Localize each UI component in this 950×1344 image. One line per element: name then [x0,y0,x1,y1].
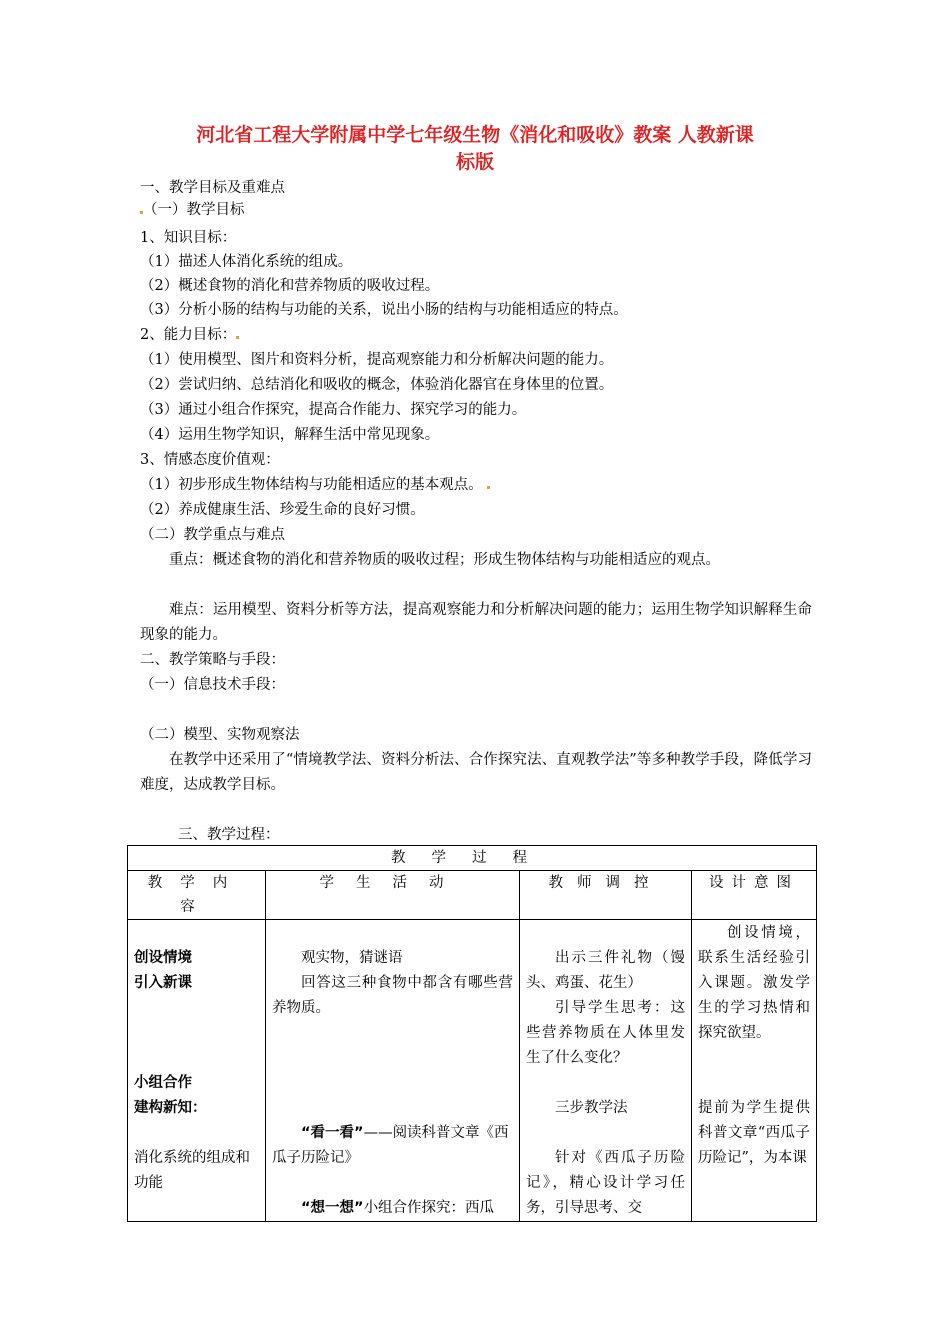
ability-item-2: （2）尝试归纳、总结消化和吸收的概念，体验消化器官在身体里的位置。 [140,377,614,393]
emotion-item-2: （2）养成健康生活、珍爱生命的良好习惯。 [140,502,425,518]
content-line: 引入新课 [134,975,192,991]
header-design-intent: 设计意图 [692,871,817,920]
knowledge-item-2: （2）概述食物的消化和营养物质的吸收过程。 [140,278,440,294]
mark-dot [236,336,239,339]
knowledge-item-1: （1）描述人体消化系统的组成。 [140,254,353,270]
header-content: 教学内容 [128,871,266,920]
section-2-heading: 二、教学策略与手段： [140,652,285,668]
knowledge-heading: 1、知识目标： [140,230,237,246]
table-title: 教学过程 [128,846,817,871]
emotion-item-1: （1）初步形成生物体结构与功能相适应的基本观点。 [140,475,490,495]
model-method-heading: （二）模型、实物观察法 [140,727,300,743]
key-difficulty-heading: （二）教学重点与难点 [140,527,285,543]
difficulty-paragraph: 难点：运用模型、资料分析等方法，提高观察能力和分析解决问题的能力；运用生物学知识解释生命现象的能力。 [140,602,812,643]
section-1-heading: 一、教学目标及重难点 [140,180,285,196]
section-3-heading: 三、教学过程： [178,827,280,843]
ability-heading: 2、能力目标： [140,325,239,345]
content-line: 小组合作 [134,1075,192,1091]
student-line: “想一想”小组合作探究：西瓜 [301,1200,495,1216]
ability-item-1: （1）使用模型、图片和资料分析，提高观察能力和分析解决问题的能力。 [140,352,614,368]
teacher-line: 针对《西瓜子历险记》，精心设计学习任务，引导思考、交 [526,1150,685,1216]
emotion-heading: 3、情感态度价值观： [140,452,280,468]
teacher-line: 引导学生思考：这些营养物质在人体里发生了什么变化？ [526,1000,685,1066]
title-line-1: 河北省工程大学附属中学七年级生物《消化和吸收》教案 人教新课 [196,124,754,146]
teacher-control-cell [520,920,692,1222]
design-intent-cell [692,920,817,1222]
teacher-line: 三步教学法 [555,1100,628,1116]
design-line: 创设情境，联系生活经验引入课题。激发学生的学习热情和探究欲望。 [698,925,810,1041]
content-line: 消化系统的组成和功能 [134,1150,250,1191]
header-teacher-control: 教师调控 [520,871,692,920]
student-activity-cell [266,920,520,1222]
content-line: 建构新知： [134,1100,207,1116]
ability-item-3: （3）通过小组合作探究，提高合作能力、探究学习的能力。 [140,402,527,418]
student-line: 观实物，猜谜语 [301,950,403,966]
content-cell [128,920,266,1222]
it-means-heading: （一）信息技术手段： [140,677,285,693]
header-student-activity: 学生活动 [266,871,520,920]
title-line-2: 标版 [455,151,494,173]
methods-paragraph: 在教学中还采用了“情境教学法、资料分析法、合作探究法、直观教学法”等多种教学手段，降低学习难度，达成教学目标。 [140,752,812,793]
document-title [130,122,820,176]
content-line: 创设情境 [134,950,192,966]
student-line: “看一看”——阅读科普文章《西瓜子历险记》 [272,1125,509,1166]
student-line: 回答这三种食物中都含有哪些营养物质。 [272,975,513,1016]
knowledge-item-3: （3）分析小肠的结构与功能的关系，说出小肠的结构与功能相适应的特点。 [140,302,628,318]
mark-dot [487,486,490,489]
key-point-paragraph: 重点：概述食物的消化和营养物质的吸收过程；形成生物体结构与功能相适应的观点。 [169,552,720,568]
teacher-line: 出示三件礼物（馒头、鸡蛋、花生） [526,950,685,991]
teaching-process-table [127,845,817,1222]
design-line: 提前为学生提供科普文章“西瓜子历险记”，为本课 [698,1100,810,1166]
ability-item-4: （4）运用生物学知识，解释生活中常见现象。 [140,427,440,443]
goals-heading: （一）教学目标 [140,200,245,220]
